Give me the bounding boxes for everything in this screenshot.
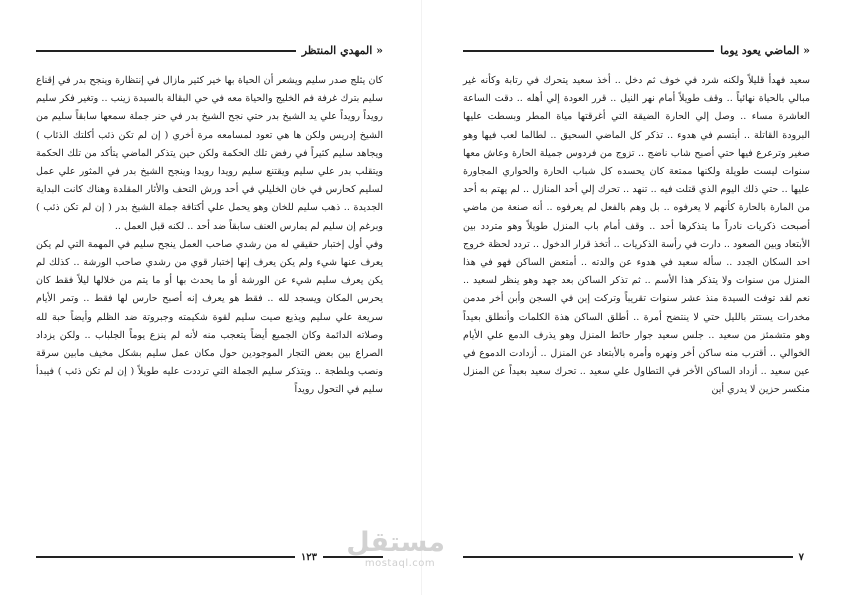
right-page-number: ٧	[798, 551, 804, 563]
left-header-rule	[36, 50, 296, 52]
mostaql-watermark-logo	[346, 527, 445, 584]
right-page-body	[463, 72, 810, 400]
right-paragraph-1: سعيد فهدأ قليلاً ولكنه شرد في خوف ثم دخل .. أخذ سعيد يتحرك في رتابة وكأنه غير مبالي بالحياة نهائياً .. وقف طويلاً أمام نهر النيل .. قرر العودة إلي أهله .. دقت الساعة العاشرة مساء .. وصل إلي الحارة الضيقة التي أغرقتها مياة المطر وبسطت عليها البرودة القاتلة .. أبتسم في هدوء .. تذكر كل الماضي السحيق .. لطالما لعب فيها وهو صغير وترعرع فيها حتي أصبح شاب ناضج .. تزوج من فردوس جميلة الحارة وعاش معها سنوات ليست طويلة ولكنها ممتعة كان يحسده كل شباب الحارة والحواري المجاورة عليها .. حتي ذلك اليوم الذي قتلت فيه .. تنهد .. تحرك إلي أحد المنازل .. لم يهتم به أحد من المارة بالحارة كأنهم لا يعرفوه .. بل وهم بالفعل لم يعرفوه .. أنه صنعة من ماضي أصبحت ذكريات نادراً ما يتذكرها أحد .. وقف أمام باب المنزل طويلاً وهو متردد بين الأبتعاد وبين الصعود .. دارت في رأسة الذكريات .. أتخذ قرار الدخول .. تردد لحظة خروج احد السكان الجدد .. سأله سعيد في هدوء عن والدته .. أمتعض الساكن فهو في هذا المنزل من سنوات ولا يتذكر هذا الأسم .. ثم تذكر الساكن بعد جهد وهو ينظر لسعيد .. نعم لقد توفت السيدة منذ عشر سنوات تقريباً وتركت إبن في السجن وأبن أخر مدمن مخدرات يستتر بالليل حتي لا ينتضح أمرة .. أطلق الساكن هذة الكلمات وأنطلق بعيداً وهو متشمئز من سعيد .. جلس سعيد جوار حائط المنزل وهو يذرف الدمع علي الأيام الخوالي .. أقترب منه ساكن أخر ونهره وأمره بالأبتعاد عن المنزل .. أزدادت الدموع في عين سعيد .. أزداد الساكن الأخر في التطاول علي سعيد .. تحرك سعيد بعيداً عن المنزل منكسر حزين لا يدري أين	[463, 75, 810, 396]
left-page	[36, 38, 383, 568]
right-page-header	[463, 38, 810, 62]
left-running-title: « المهدي المنتظر	[301, 43, 383, 57]
left-page-body	[36, 72, 383, 400]
right-footer-rule-left	[463, 556, 793, 558]
left-page-footer	[36, 546, 383, 568]
right-running-title: « الماضي يعود يوما	[720, 43, 810, 57]
left-page-header	[36, 38, 383, 62]
right-page	[463, 38, 810, 568]
left-paragraph-1: كان يثلج صدر سليم ويشعر أن الحياة بها خير كثير مازال في إنتظارة وينجح بدر في إقناع سليم بترك غرفة فم الخليج والحياة معه في حي البقالة بالسيدة زينب .. وتغير فكر سليم رويداً رويداً علي يد الشيخ بدر حتي نجح الشيخ بدر في حنر جملة سمعها سابقاً سليم من الشيخ إدريس ولكن ها هي تعود لمسامعه مرة أخري ( إن لم تكن ذئب أكلتك الذئاب ) ويجاهد سليم كثيراً في رفض تلك الحكمة ولكن حين يتذكر الماضي يتأكد من تلك الحكمة ويتقلب بدر علي سليم ويقتنع سليم رويدا رويدا وينجح الشيخ بدر في المثور علي عمل لسليم كحارس في خان الخليلي في أحد ورش التحف والأثار المقلدة وهناك كانت البداية الجديدة .. ذهب سليم للخان وهو يحمل علي أكتافة جملة الشيخ بدر ( إن لم تكن ذئب ) وبرغم إن سليم لم يمارس العنف سابقاً ضد أحد .. لكنه قبل العمل ..	[36, 75, 383, 232]
watermark-arabic-text: مستقل	[346, 527, 445, 558]
left-page-number: ١٢٣	[300, 551, 317, 563]
right-header-rule	[463, 50, 714, 52]
book-spine-shadow	[421, 0, 422, 595]
left-footer-rule-left	[36, 556, 295, 558]
watermark-domain-text: mostaql.com	[364, 558, 436, 569]
left-paragraph-2: وفي أول إختبار حقيقي له من رشدي صاحب العمل ينجح سليم في المهمة التي لم يكن يعرف عنها شيء ولم يكن يعرف إنها إختبار قوي من رشدي صاحب الورشة .. كذلك لم يكن يعرف سليم شيء عن الورشة أو ما يحدث بها أو ما يتم من خلالها ليلاً فقط كان يحرس المكان ويسجد لله .. فقط هو يعرف إنه أصبح حارس لها فقط .. وتمر الأيام سريعة علي سليم ويذيع صيت سليم لقوة شكيمته وجبروتة ضد الظلم وأيضاً حبة لله وصلاته الدائمة وكان الجميع أيضاً يتعجب منه لأنه لم ينزع يوماً الجلباب .. ولكن يزداد الصراع بين بعض التجار الموجودين حول مكان عمل سليم بشكل مخيف مابين سرقة ونصب وبلطجة .. ويتذكر سليم الجملة التي ترددت عليه طويلاً ( إن لم تكن ذئب ) فيبدأ سليم في التحول رويداً	[36, 238, 383, 396]
right-page-footer	[463, 546, 810, 568]
